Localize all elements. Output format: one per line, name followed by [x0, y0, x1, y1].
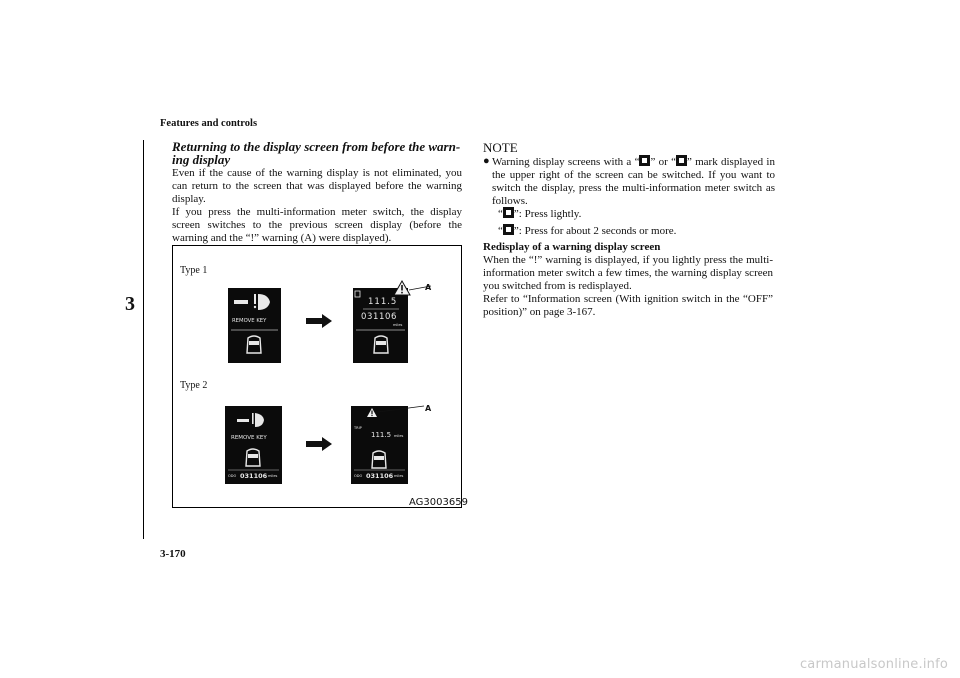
- odometer-unit-2: miles: [268, 474, 278, 478]
- redisplay-subheading: Redisplay of a warning display screen: [483, 241, 661, 253]
- odometer-unit: miles: [393, 323, 403, 327]
- arrow-right-icon: [306, 314, 332, 328]
- bullet-dot: ●: [483, 155, 490, 167]
- remove-key-text: REMOVE KEY: [232, 318, 267, 324]
- trip-label: TRIP: [354, 426, 362, 430]
- bullet-end: ” mark displayed in the upper right of the screen can be switched. If you want to switch the display, press the multi-information meter switch as follows.: [492, 156, 775, 207]
- trip-value-2: 111.5: [371, 431, 392, 439]
- display-figure: [172, 245, 468, 508]
- chapter-number: 3: [125, 293, 135, 315]
- press-lightly-row: [498, 207, 581, 220]
- callout-a-type2: A: [425, 404, 432, 413]
- trip-unit: miles: [394, 434, 404, 438]
- page-header: Features and controls: [160, 118, 258, 129]
- type1-remove-key-screen: [228, 288, 281, 363]
- odo-label: ODO: [228, 474, 237, 478]
- section-title: Returning to the display screen from before the warn-ing display: [172, 139, 461, 167]
- left-paragraph-1: Even if the cause of the warning display is not eliminated, you can return to the screen that was displayed before the warning display.: [172, 167, 462, 205]
- bullet-or: ” or “: [650, 156, 676, 168]
- bullet-start: Warning display screens with a “: [492, 156, 640, 168]
- odo-label-2: ODO: [354, 474, 363, 478]
- page-number: 3-170: [160, 548, 186, 560]
- chapter-divider: [143, 140, 144, 539]
- odometer-unit-3: miles: [394, 474, 404, 478]
- odometer-value-2: 031106: [240, 472, 268, 480]
- odometer-value-3: 031106: [366, 472, 394, 480]
- open-quote: “: [498, 208, 503, 220]
- trip-value: 111.5: [368, 297, 398, 307]
- right-paragraph-2: Refer to “Information screen (With ignition switch in the “OFF” position)” on page 3-167.: [483, 293, 773, 318]
- switch-indicator-icon-2: [676, 155, 687, 166]
- type1-trip-screen: [353, 288, 408, 363]
- left-paragraph-2: If you press the multi-information meter switch, the display screen switches to the previous screen display (before the warning and the “!” warning (A) were displayed).: [172, 206, 462, 244]
- watermark: carmanualsonline.info: [799, 657, 948, 672]
- arrow-right-icon-2: [306, 437, 332, 451]
- warning-triangle-icon-2: [366, 407, 378, 418]
- type1-label: Type 1: [180, 265, 208, 276]
- callout-a-type1: A: [425, 283, 432, 292]
- switch-indicator-icon-4: [503, 224, 514, 235]
- type2-trip-screen: [351, 406, 408, 484]
- press-long-row: [498, 224, 676, 237]
- right-paragraph-1: When the “!” warning is displayed, if you lightly press the multi-information meter switch a few times, the warning display screen you switched from is redisplayed.: [483, 254, 773, 292]
- switch-indicator-icon-3: [503, 207, 514, 218]
- type2-label: Type 2: [180, 380, 208, 391]
- note-bullet-text: [492, 155, 775, 208]
- switch-indicator-icon: [639, 155, 650, 166]
- key-warning-icon: [228, 288, 281, 363]
- press-lightly-text: ”: Press lightly.: [513, 208, 582, 220]
- callout-line-a2: [378, 404, 428, 414]
- note-label: NOTE: [483, 140, 518, 155]
- remove-key-text-2: REMOVE KEY: [231, 435, 267, 441]
- press-long-text: ”: Press for about 2 seconds or more.: [513, 225, 677, 237]
- odometer-value: 031106: [361, 312, 398, 322]
- figure-id: AG3003659: [409, 497, 468, 508]
- type2-remove-key-screen: [225, 406, 282, 484]
- open-quote-2: “: [498, 225, 503, 237]
